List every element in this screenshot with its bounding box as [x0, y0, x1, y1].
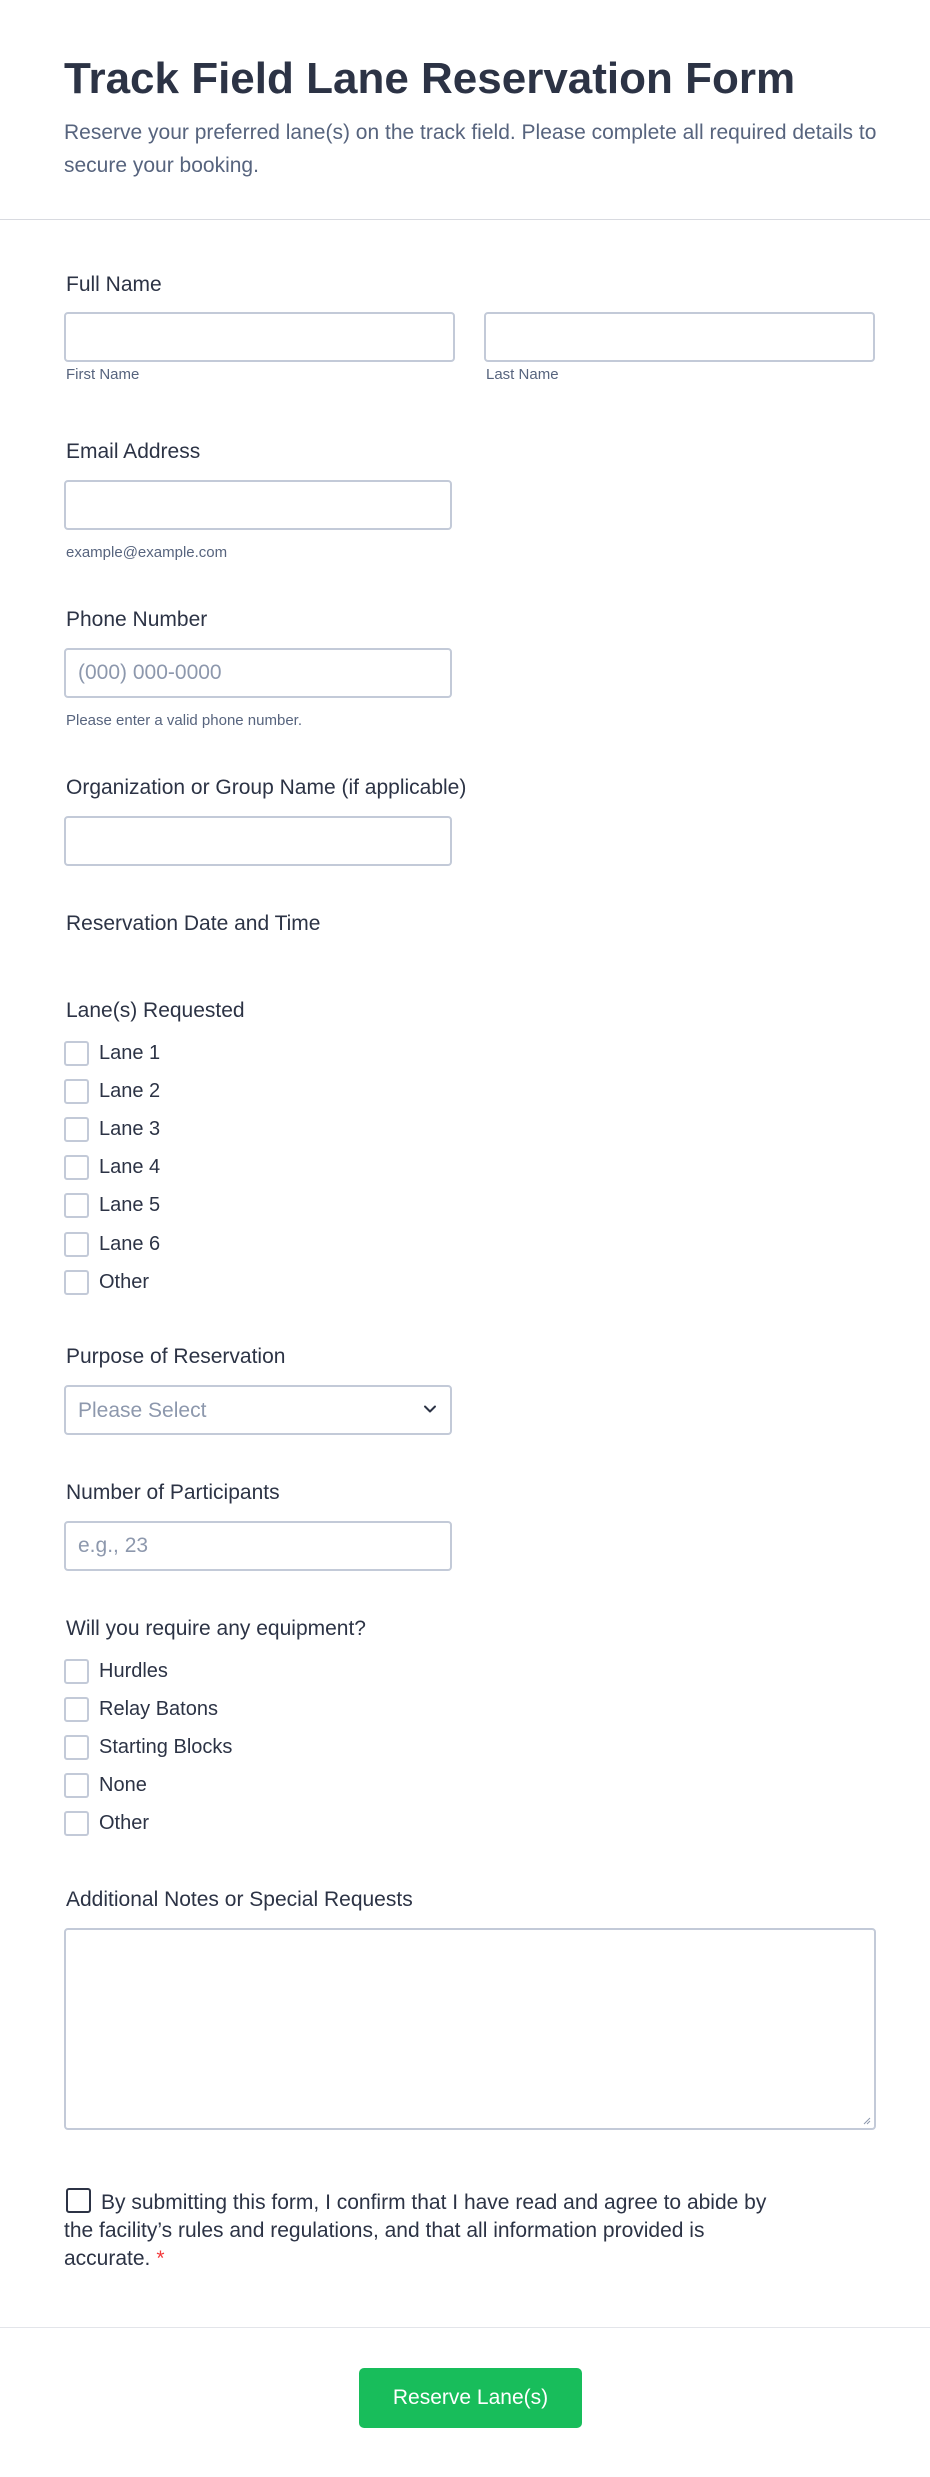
lane-option-2[interactable] [64, 1072, 160, 1110]
checkbox[interactable] [64, 1697, 89, 1722]
checkbox-label: Starting Blocks [99, 1735, 233, 1758]
lane-option-4[interactable] [64, 1149, 160, 1187]
page-title: Track Field Lane Reservation Form [64, 54, 796, 103]
equipment-option-other[interactable] [64, 1805, 232, 1843]
checkbox[interactable] [64, 1155, 89, 1180]
page-description: Reserve your preferred lane(s) on the track field. Please complete all required details to secure your booking. [64, 121, 877, 177]
email-label: Email Address [66, 440, 201, 463]
organization-input[interactable] [64, 816, 452, 866]
notes-textarea[interactable] [64, 1928, 876, 2130]
checkbox-label: Lane 5 [99, 1194, 161, 1217]
equipment-option-relay-batons[interactable] [64, 1690, 232, 1728]
checkbox-label: None [99, 1774, 147, 1797]
email-input[interactable] [64, 480, 452, 530]
last-name-sublabel: Last Name [486, 366, 559, 383]
lanes-checkbox-group [64, 1034, 160, 1301]
equipment-label: Will you require any equipment? [66, 1617, 366, 1640]
chevron-down-icon [422, 1401, 438, 1417]
checkbox[interactable] [64, 1117, 89, 1142]
checkbox-label: Lane 3 [99, 1117, 161, 1140]
checkbox[interactable] [64, 1659, 89, 1684]
equipment-option-starting-blocks[interactable] [64, 1728, 232, 1766]
phone-input[interactable] [64, 648, 452, 698]
equipment-checkbox-group [64, 1652, 232, 1843]
checkbox[interactable] [64, 1193, 89, 1218]
last-name-input[interactable] [484, 312, 875, 362]
email-sublabel: example@example.com [66, 544, 228, 561]
checkbox[interactable] [64, 1735, 89, 1760]
lane-option-other[interactable] [64, 1263, 160, 1301]
first-name-input[interactable] [64, 312, 455, 362]
purpose-selected-value: Please Select [78, 1399, 207, 1422]
equipment-option-none[interactable] [64, 1767, 232, 1805]
resize-grip-icon[interactable] [861, 2115, 871, 2125]
organization-label: Organization or Group Name (if applicable) [66, 776, 467, 799]
checkbox-label: Lane 2 [99, 1079, 161, 1102]
form-footer [0, 2327, 930, 2477]
checkbox-label: Lane 4 [99, 1156, 161, 1179]
checkbox-label: Lane 6 [99, 1232, 161, 1255]
notes-label: Additional Notes or Special Requests [66, 1888, 413, 1911]
checkbox[interactable] [64, 1773, 89, 1798]
purpose-select[interactable] [64, 1385, 452, 1435]
reserve-lanes-button[interactable]: Reserve Lane(s) [359, 2368, 582, 2428]
checkbox[interactable] [64, 1270, 89, 1295]
phone-label: Phone Number [66, 608, 208, 631]
agreement-text: By submitting this form, I confirm that I have read and agree to abide by the facility’s rules and regulations, and that all information provided is accurate. [64, 2191, 767, 2270]
form-header [0, 0, 930, 220]
lane-option-5[interactable] [64, 1187, 160, 1225]
lane-option-6[interactable] [64, 1225, 160, 1263]
reservation-datetime-label: Reservation Date and Time [66, 912, 321, 935]
checkbox-label: Relay Batons [99, 1697, 218, 1720]
checkbox-label: Other [99, 1812, 150, 1835]
checkbox[interactable] [64, 1079, 89, 1104]
equipment-option-hurdles[interactable] [64, 1652, 232, 1690]
checkbox[interactable] [64, 1811, 89, 1836]
checkbox-label: Lane 1 [99, 1041, 161, 1064]
agreement-checkbox[interactable] [66, 2188, 91, 2213]
participants-label: Number of Participants [66, 1481, 280, 1504]
lane-option-3[interactable] [64, 1110, 160, 1148]
purpose-label: Purpose of Reservation [66, 1345, 286, 1368]
lane-option-1[interactable] [64, 1034, 160, 1072]
full-name-field [64, 272, 162, 298]
checkbox-label: Hurdles [99, 1659, 168, 1682]
checkbox[interactable] [64, 1041, 89, 1066]
first-name-sublabel: First Name [66, 366, 140, 383]
agreement-checkbox-row[interactable] [64, 2188, 784, 2273]
checkbox[interactable] [64, 1232, 89, 1257]
participants-input[interactable] [64, 1521, 452, 1571]
checkbox-label: Other [99, 1270, 150, 1293]
required-mark: * [156, 2247, 165, 2270]
lanes-label: Lane(s) Requested [66, 999, 245, 1022]
phone-sublabel: Please enter a valid phone number. [66, 712, 302, 729]
full-name-label: Full Name [66, 273, 162, 296]
